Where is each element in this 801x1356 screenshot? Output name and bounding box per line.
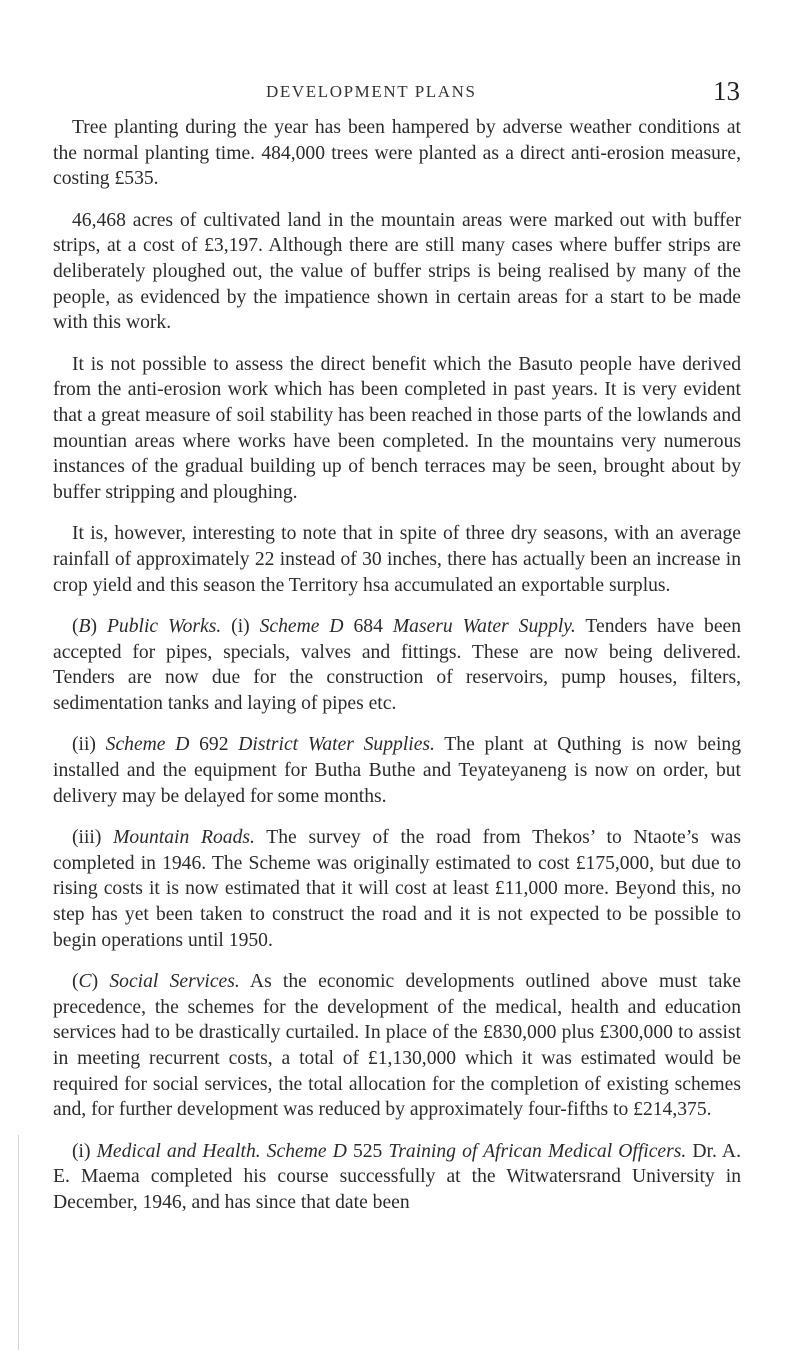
running-head: DEVELOPMENT PLANS xyxy=(266,82,477,101)
scheme-title: District Water Supplies. xyxy=(238,734,435,756)
scheme-title: Training of African Medical Officers. xyxy=(388,1140,687,1162)
scheme-label: Scheme D xyxy=(260,1140,347,1162)
section-label-open: ( xyxy=(72,616,79,638)
subsection-heading: Medical and Health. xyxy=(96,1140,261,1162)
section-label-letter: B xyxy=(78,616,91,638)
scheme-title: Maseru Water Supply. xyxy=(392,616,576,638)
paragraph-public-works xyxy=(53,614,741,716)
paragraph-tree-planting: Tree planting during the year has been hampered by adverse weather conditions at the normal planting time. 484,000 trees were planted as a direct anti-erosion measure, costing £535. xyxy=(53,117,741,190)
paragraph-text: As the economic developments outlined above must take precedence, the schemes for the development of the medical, health and education services had to be drastically curtailed. In place of the £830,000 plus £300,000 to assist in meeting recurrent costs, a total of £1,130,000 which it was estimated would be required for social services, the total allocation for the completion of existing schemes and, for further development was reduced by approximately four-fifths to £214,375. xyxy=(53,971,741,1121)
section-label-close: ) xyxy=(90,616,107,638)
sub-item-number: (i) xyxy=(72,1140,97,1162)
scheme-label: Scheme D xyxy=(105,734,190,756)
paragraph-district-water xyxy=(53,732,741,809)
section-label-close: ) xyxy=(91,971,110,993)
paragraph-mountain-roads xyxy=(53,825,741,953)
paragraph-text: Dr. A. E. Maema completed his course successfully at the Witwatersrand University in December, 1946, and has since that date been xyxy=(53,1140,741,1213)
body-text xyxy=(53,115,741,1232)
sub-item-number: (iii) xyxy=(72,827,114,849)
margin-rule xyxy=(18,1135,19,1350)
page-header xyxy=(266,76,740,110)
paragraph-social-services xyxy=(53,969,741,1123)
paragraph-buffer-strips: 46,468 acres of cultivated land in the mountain areas were marked out with buffer strips, at a cost of £3,197. Although there are still many cases where buffer strips are deliberately ploughed out, the value of buffer strips is being realised by many of the people, as evidenced by the impatience shown in certain areas for a start to be made with this work. xyxy=(53,209,741,334)
section-heading: Social Services. xyxy=(109,971,240,993)
scheme-number: 684 xyxy=(343,616,393,638)
page-number: 13 xyxy=(713,76,740,106)
scheme-label: Scheme D xyxy=(259,616,344,638)
subsection-heading: Mountain Roads. xyxy=(113,827,255,849)
sub-item-number: (ii) xyxy=(72,734,106,756)
paragraph-text: The plant at Quthing is now being installed and the equipment for Butha Buthe and Teyateyaneng is now on order, but delivery may be delayed for some months. xyxy=(53,734,741,807)
paragraph-anti-erosion-benefit: It is not possible to assess the direct benefit which the Basuto people have derived from the anti-erosion work which has been completed in past years. It is very evident that a great measure of soil stability has been reached in those parts of the lowlands and mountian areas where works have been completed. In the mountains very numerous instances of the gradual building up of bench terraces may be seen, brought about by buffer stripping and ploughing. xyxy=(53,353,741,503)
paragraph-crop-yield: It is, however, interesting to note that in spite of three dry seasons, with an average rainfall of approximately 22 instead of 30 inches, there has actually been an increase in crop yield and this season the Territory hsa accumulated an exportable surplus. xyxy=(53,523,741,596)
paragraph-text: The survey of the road from Thekos’ to Ntaote’s was completed in 1946. The Scheme was originally estimated to cost £175,000, but due to rising costs it is now estimated that it will cost at least £11,000 more. Beyond this, no step has yet been taken to construct the road and it is not expected to be possible to begin operations until 1950. xyxy=(53,827,741,951)
paragraph-text: Tenders have been accepted for pipes, specials, valves and fittings. These are now being delivered. Tenders are now due for the construction of reservoirs, pump houses, filters, sedimentation tanks and laying of pipes etc. xyxy=(53,616,742,714)
scheme-number: 692 xyxy=(189,734,239,756)
section-label-open: ( xyxy=(72,971,79,993)
paragraph-medical-health xyxy=(53,1139,741,1216)
scheme-number: 525 xyxy=(346,1140,389,1162)
section-heading: Public Works. xyxy=(106,616,222,638)
section-label-letter: C xyxy=(78,971,92,993)
sub-item-number: (i) xyxy=(221,616,260,638)
